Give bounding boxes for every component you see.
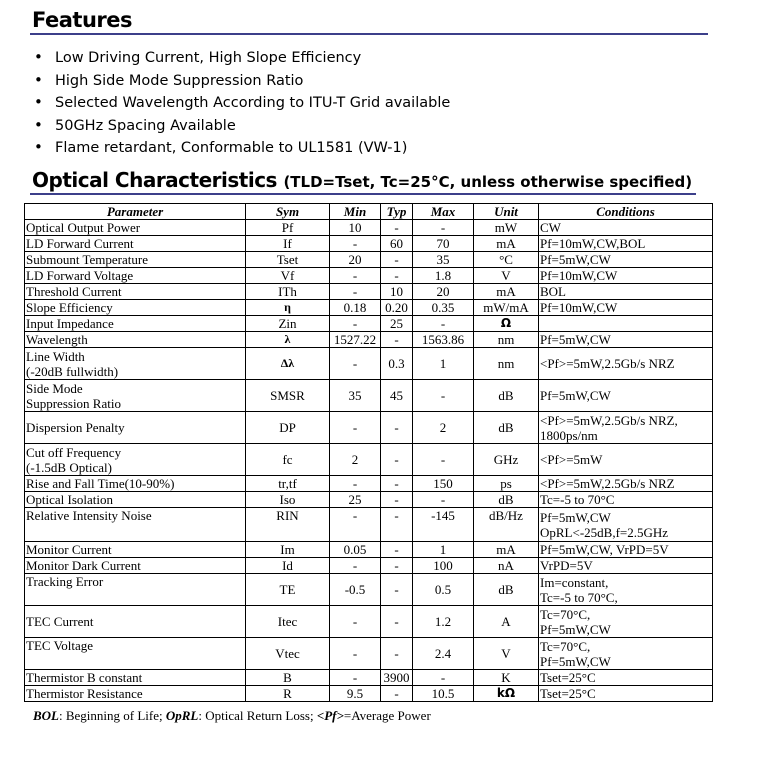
cell-parameter: Threshold Current [25, 284, 246, 300]
feature-text: High Side Mode Suppression Ratio [55, 72, 304, 89]
header-parameter: Parameter [25, 204, 246, 220]
table-row [25, 558, 713, 574]
cell-min: - [330, 316, 381, 332]
cond-line-2: Pf=5mW,CW [540, 653, 611, 669]
cell-sym: Id [246, 558, 330, 574]
optical-subtitle: (TLD=Tset, Tc=25°C, unless otherwise specified) [283, 173, 693, 191]
table-row [25, 316, 713, 332]
cell-sym: Im [246, 542, 330, 558]
cell-parameter: Input Impedance [25, 316, 246, 332]
cell-min: 1527.22 [330, 332, 381, 348]
cell-min: - [330, 412, 381, 444]
cell-sym: R [246, 686, 330, 702]
cell-sym: Pf [246, 220, 330, 236]
cell-parameter: Wavelength [25, 332, 246, 348]
cond-line-1: Tc=70°C, [540, 638, 591, 654]
table-row [25, 332, 713, 348]
cell-min: - [330, 476, 381, 492]
cell-conditions: Tset=25°C [539, 670, 713, 686]
cell-unit: V [474, 638, 539, 670]
table-header-row [25, 204, 713, 220]
table-row [25, 284, 713, 300]
cell-conditions [539, 316, 713, 332]
cell-typ: - [381, 220, 413, 236]
table-row [25, 492, 713, 508]
bullet-icon: • [34, 115, 43, 134]
cell-unit: mA [474, 236, 539, 252]
footnote-pf-abbr: <Pf> [316, 708, 344, 723]
cell-min: - [330, 236, 381, 252]
cond-line-2: OpRL<-25dB,f=2.5GHz [540, 524, 669, 540]
cell-typ: - [381, 542, 413, 558]
cell-unit: mW [474, 220, 539, 236]
cell-parameter: LD Forward Voltage [25, 268, 246, 284]
cell-typ: - [381, 444, 413, 476]
cell-parameter: Monitor Dark Current [25, 558, 246, 574]
cell-max: 70 [413, 236, 474, 252]
cell-min: 9.5 [330, 686, 381, 702]
cell-conditions: Pf=10mW,CW,BOL [539, 236, 713, 252]
table-row [25, 348, 713, 380]
feature-item [34, 114, 450, 137]
table-row [25, 686, 713, 702]
cell-max: 1.2 [413, 606, 474, 638]
cell-parameter: Tracking Error [25, 574, 246, 606]
cell-conditions: VrPD=5V [539, 558, 713, 574]
cell-min: 25 [330, 492, 381, 508]
cell-min: 35 [330, 380, 381, 412]
cell-typ: 45 [381, 380, 413, 412]
cell-typ: - [381, 606, 413, 638]
cell-parameter: TEC Current [25, 606, 246, 638]
cell-min: - [330, 606, 381, 638]
cell-sym: Tset [246, 252, 330, 268]
cell-sym: SMSR [246, 380, 330, 412]
cell-min: 0.18 [330, 300, 381, 316]
cell-max: 150 [413, 476, 474, 492]
cell-sym: TE [246, 574, 330, 606]
cell-unit: mW/mA [474, 300, 539, 316]
cell-conditions: Tc=-5 to 70°C [539, 492, 713, 508]
cell-unit: °C [474, 252, 539, 268]
cell-max: - [413, 220, 474, 236]
param-line-1: Cut off Frequency [26, 444, 122, 460]
cell-min: - [330, 558, 381, 574]
header-typ: Typ [381, 204, 413, 220]
feature-text: Flame retardant, Conformable to UL1581 (VW-1) [55, 140, 408, 156]
cell-min: 2 [330, 444, 381, 476]
cell-parameter: TEC Voltage [25, 638, 246, 670]
feature-list [34, 46, 450, 159]
ohm-symbol: Ω [474, 316, 539, 332]
bullet-icon: • [34, 70, 43, 89]
param-line-2: Suppression Ratio [26, 395, 121, 411]
cell-max: - [413, 444, 474, 476]
cell-unit: dB [474, 412, 539, 444]
cell-parameter [25, 348, 246, 380]
header-min: Min [330, 204, 381, 220]
cell-sym: Vf [246, 268, 330, 284]
table-row [25, 236, 713, 252]
cond-line-2: Pf=5mW,CW [540, 621, 611, 637]
cell-typ: - [381, 268, 413, 284]
table-footnote [33, 708, 431, 724]
cell-typ: - [381, 412, 413, 444]
cell-unit: mA [474, 542, 539, 558]
cell-sym: fc [246, 444, 330, 476]
cell-typ: 25 [381, 316, 413, 332]
cell-max: 1563.86 [413, 332, 474, 348]
cond-line-1: Pf=5mW,CW [540, 509, 611, 525]
cell-unit: GHz [474, 444, 539, 476]
cell-typ: 60 [381, 236, 413, 252]
cell-max: 35 [413, 252, 474, 268]
cell-typ: - [381, 574, 413, 606]
cell-typ: - [381, 638, 413, 670]
table-row [25, 412, 713, 444]
cell-parameter: Submount Temperature [25, 252, 246, 268]
cell-sym: tr,tf [246, 476, 330, 492]
cell-conditions: <Pf>=5mW,2.5Gb/s NRZ [539, 348, 713, 380]
cond-line-2: Tc=-5 to 70°C, [540, 589, 618, 605]
bullet-icon: • [34, 48, 43, 66]
cell-parameter [25, 380, 246, 412]
cell-max: -145 [413, 508, 474, 542]
header-unit: Unit [474, 204, 539, 220]
features-heading: Features [32, 8, 132, 32]
cell-sym: Itec [246, 606, 330, 638]
table-row [25, 380, 713, 412]
cell-unit: A [474, 606, 539, 638]
cell-unit: mA [474, 284, 539, 300]
table-row [25, 508, 713, 542]
cell-max: - [413, 670, 474, 686]
cell-sym: ITh [246, 284, 330, 300]
features-heading-rule [30, 33, 708, 35]
optical-characteristics-heading [32, 168, 692, 192]
header-conditions: Conditions [539, 204, 713, 220]
eta-symbol: η [246, 300, 330, 316]
delta-lambda-symbol: Δλ [246, 348, 330, 380]
cell-sym: RIN [246, 508, 330, 542]
cell-min: 20 [330, 252, 381, 268]
cell-parameter: Thermistor Resistance [25, 686, 246, 702]
cell-parameter: Dispersion Penalty [25, 412, 246, 444]
cond-line-1: Tc=70°C, [540, 606, 591, 622]
cell-unit: nA [474, 558, 539, 574]
cell-max: 10.5 [413, 686, 474, 702]
cell-unit: dB/Hz [474, 508, 539, 542]
cell-conditions [539, 412, 713, 444]
footnote-pf-text: =Average Power [343, 708, 431, 723]
cell-sym: DP [246, 412, 330, 444]
optical-title: Optical Characteristics [32, 168, 277, 192]
param-line-2: (-20dB fullwidth) [26, 363, 119, 379]
cell-max: - [413, 492, 474, 508]
feature-item [34, 136, 450, 159]
cell-typ: 0.3 [381, 348, 413, 380]
cell-typ: - [381, 476, 413, 492]
cell-conditions: Pf=10mW,CW [539, 300, 713, 316]
cell-conditions: Pf=5mW,CW [539, 332, 713, 348]
cell-conditions: CW [539, 220, 713, 236]
table-row [25, 252, 713, 268]
cell-conditions: <Pf>=5mW,2.5Gb/s NRZ [539, 476, 713, 492]
cell-unit: V [474, 268, 539, 284]
optical-heading-rule [30, 193, 696, 195]
param-line-1: Side Mode [26, 380, 83, 396]
feature-item [34, 46, 450, 69]
footnote-oprl-abbr: OpRL [165, 708, 199, 723]
cond-line-2: 1800ps/nm [540, 427, 598, 443]
cell-parameter: Optical Isolation [25, 492, 246, 508]
cell-sym: Vtec [246, 638, 330, 670]
cell-parameter: Monitor Current [25, 542, 246, 558]
cell-max: 1.8 [413, 268, 474, 284]
cell-conditions [539, 606, 713, 638]
cell-max: 0.35 [413, 300, 474, 316]
cell-conditions: <Pf>=5mW [539, 444, 713, 476]
table-row [25, 444, 713, 476]
cell-min: - [330, 284, 381, 300]
cell-unit: nm [474, 348, 539, 380]
cell-sym: If [246, 236, 330, 252]
cell-conditions: Tset=25°C [539, 686, 713, 702]
feature-item [34, 91, 450, 114]
cond-line-1: Im=constant, [540, 574, 609, 590]
table-row [25, 300, 713, 316]
cell-conditions [539, 638, 713, 670]
cell-parameter: Thermistor B constant [25, 670, 246, 686]
cell-typ: - [381, 508, 413, 542]
table-row [25, 476, 713, 492]
cell-typ: 3900 [381, 670, 413, 686]
cond-line-1: <Pf>=5mW,2.5Gb/s NRZ, [540, 412, 678, 428]
cell-conditions: Pf=5mW,CW [539, 252, 713, 268]
footnote-bol-abbr: BOL [33, 708, 59, 723]
cell-min: -0.5 [330, 574, 381, 606]
cell-typ: - [381, 252, 413, 268]
table-row [25, 638, 713, 670]
cell-max: 20 [413, 284, 474, 300]
feature-item [34, 69, 450, 92]
param-line-2: (-1.5dB Optical) [26, 459, 112, 475]
table-row [25, 574, 713, 606]
cell-max: 2 [413, 412, 474, 444]
cell-max: 100 [413, 558, 474, 574]
cell-conditions [539, 508, 713, 542]
cell-unit: dB [474, 574, 539, 606]
cell-min: - [330, 348, 381, 380]
cell-max: 2.4 [413, 638, 474, 670]
cell-parameter [25, 444, 246, 476]
cell-typ: 10 [381, 284, 413, 300]
table-row [25, 220, 713, 236]
cell-parameter: LD Forward Current [25, 236, 246, 252]
cell-typ: - [381, 686, 413, 702]
cell-min: 0.05 [330, 542, 381, 558]
cell-typ: - [381, 558, 413, 574]
feature-text: Low Driving Current, High Slope Efficiency [55, 50, 362, 66]
cell-parameter: Slope Efficiency [25, 300, 246, 316]
param-line-1: Line Width [26, 348, 85, 364]
cell-max: 1 [413, 348, 474, 380]
lambda-symbol: λ [246, 332, 330, 348]
cell-typ: - [381, 492, 413, 508]
header-sym: Sym [246, 204, 330, 220]
header-max: Max [413, 204, 474, 220]
cell-sym: Iso [246, 492, 330, 508]
cell-max: - [413, 380, 474, 412]
cell-parameter: Optical Output Power [25, 220, 246, 236]
cell-sym: B [246, 670, 330, 686]
cell-conditions: Pf=5mW,CW [539, 380, 713, 412]
cell-unit: K [474, 670, 539, 686]
kilo-ohm-symbol: kΩ [474, 686, 539, 702]
cell-unit: dB [474, 380, 539, 412]
cell-parameter: Rise and Fall Time(10-90%) [25, 476, 246, 492]
cell-min: - [330, 638, 381, 670]
cell-max: 0.5 [413, 574, 474, 606]
cell-min: 10 [330, 220, 381, 236]
table-row [25, 606, 713, 638]
cell-parameter: Relative Intensity Noise [25, 508, 246, 542]
feature-text: 50GHz Spacing Available [55, 117, 236, 134]
footnote-bol-text: : Beginning of Life; [59, 708, 166, 723]
table-row [25, 542, 713, 558]
cell-unit: dB [474, 492, 539, 508]
bullet-icon: • [34, 93, 43, 111]
cell-typ: - [381, 332, 413, 348]
feature-text: Selected Wavelength According to ITU-T Grid available [55, 95, 451, 111]
cell-conditions: Pf=5mW,CW, VrPD=5V [539, 542, 713, 558]
cell-unit: nm [474, 332, 539, 348]
cell-max: 1 [413, 542, 474, 558]
table-row [25, 670, 713, 686]
cell-unit: ps [474, 476, 539, 492]
footnote-oprl-text: : Optical Return Loss; [198, 708, 317, 723]
cell-conditions: Pf=10mW,CW [539, 268, 713, 284]
cell-conditions: BOL [539, 284, 713, 300]
optical-characteristics-table [24, 203, 713, 702]
cell-sym: Zin [246, 316, 330, 332]
table-row [25, 268, 713, 284]
cell-max: - [413, 316, 474, 332]
cell-conditions [539, 574, 713, 606]
cell-min: - [330, 508, 381, 542]
cell-min: - [330, 268, 381, 284]
cell-typ: 0.20 [381, 300, 413, 316]
bullet-icon: • [34, 138, 43, 156]
cell-min: - [330, 670, 381, 686]
